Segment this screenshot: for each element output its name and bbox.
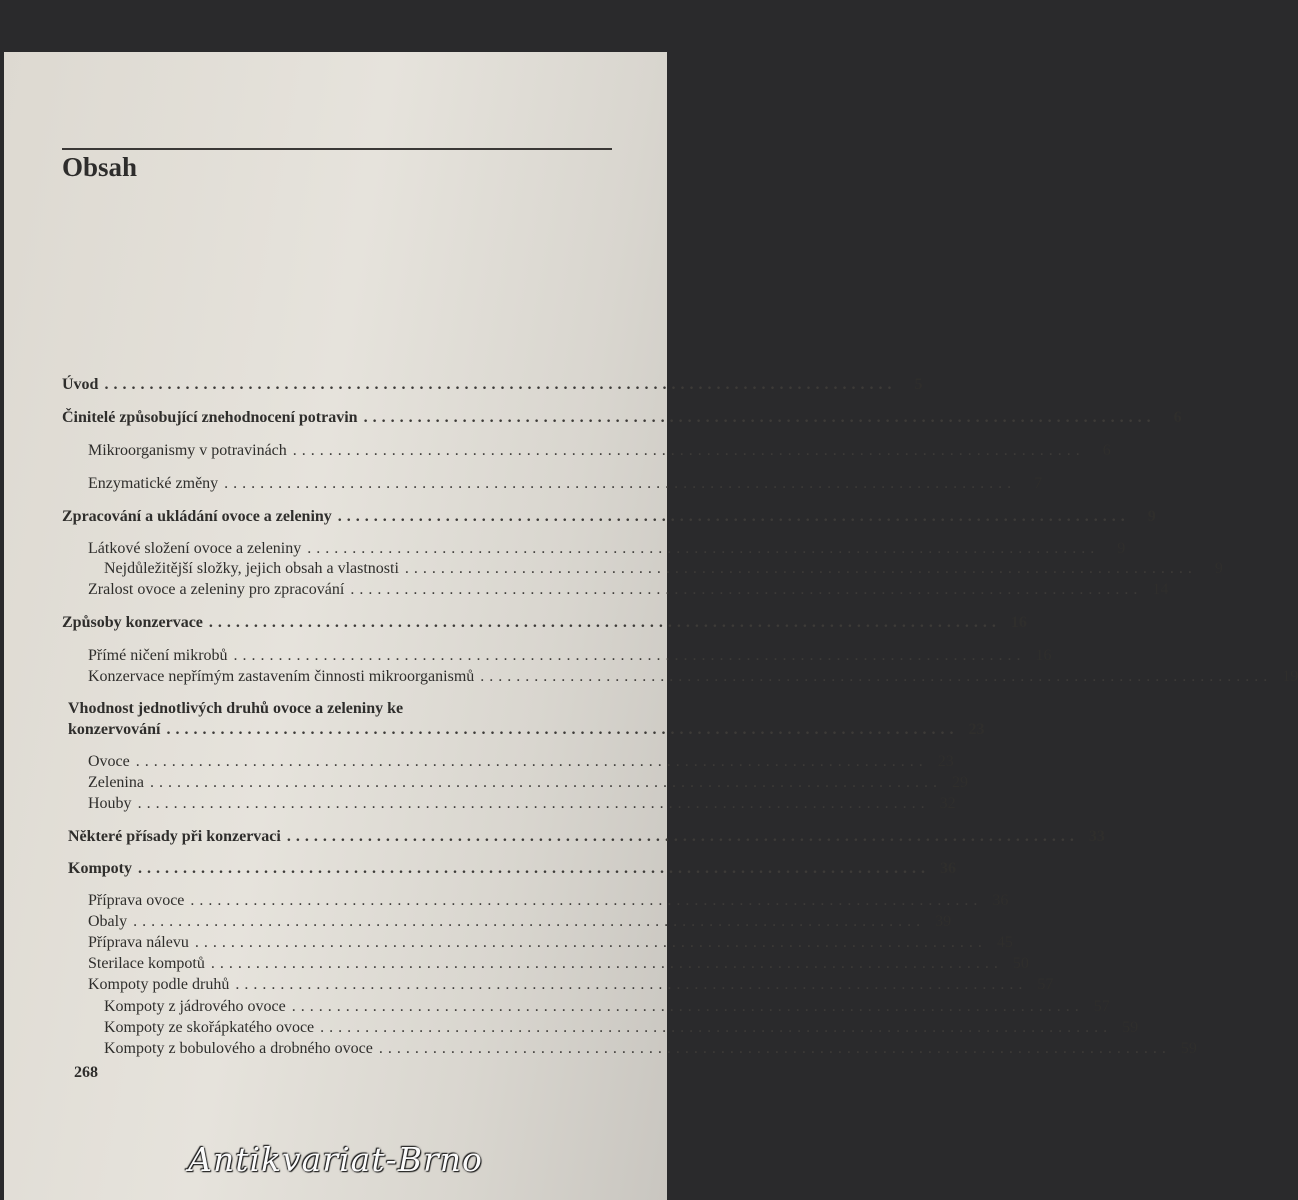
dot-leader: ........................................................................................	[224, 475, 1017, 492]
dot-leader: ........................................................................................	[292, 442, 1085, 459]
toc-entry-label: Ovoce	[88, 753, 130, 770]
toc-entry	[104, 558, 1223, 578]
toc-entry-label: Příprava ovoce	[88, 892, 185, 909]
toc-entry-label: Zralost ovoce a zeleniny pro zpracování	[88, 581, 345, 598]
dot-leader: ........................................................................................	[133, 913, 926, 930]
toc-entry-page: 9	[1117, 540, 1126, 557]
toc-entry-page: 16	[1010, 614, 1027, 631]
toc-entry	[88, 538, 1126, 558]
toc-entry-page: 14	[1152, 581, 1169, 598]
watermark: Antikvariat-Brno	[188, 1140, 483, 1179]
toc-entry-page: 36	[992, 892, 1009, 909]
toc-entry-label: Kompoty	[68, 860, 132, 877]
toc-entry-page: 6	[1173, 409, 1182, 426]
dot-leader: ........................................................................................	[291, 998, 1084, 1015]
toc-entry-page: 6	[1102, 442, 1111, 459]
dot-leader: ........................................................................................	[194, 934, 987, 951]
dot-leader: ........................................................................................	[104, 376, 897, 393]
toc-entry	[88, 645, 1052, 665]
toc-entry	[88, 953, 1029, 973]
toc-entry-label: Zelenina	[88, 774, 144, 791]
toc-entry-page: 59	[1122, 1019, 1139, 1036]
toc-entry-label: Úvod	[62, 376, 99, 393]
toc-entry-page: 7	[1034, 475, 1043, 492]
toc-entry-page: 16	[1035, 647, 1052, 664]
dot-leader: ........................................................................................	[210, 955, 1003, 972]
toc-entry-label: konzervování	[68, 721, 161, 738]
toc-entry-page: 9	[1147, 508, 1156, 525]
toc-entry	[88, 911, 952, 931]
dot-leader: ........................................................................................	[404, 560, 1197, 577]
dot-leader: ........................................................................................	[138, 860, 930, 877]
toc-entry	[68, 826, 1105, 846]
toc-entry-label: Houby	[88, 795, 132, 812]
toc-entry	[88, 473, 1043, 493]
toc-entry-page: 57	[1037, 976, 1054, 993]
dot-leader: ........................................................................................	[149, 774, 942, 791]
toc-entry	[88, 751, 954, 771]
toc-entry	[62, 374, 923, 394]
dot-leader: ........................................................................................	[190, 892, 983, 909]
toc-entry	[88, 974, 1054, 994]
toc-entry-page: 39	[935, 913, 952, 930]
toc-entry	[62, 612, 1027, 632]
dot-leader: ........................................................................................	[166, 721, 959, 738]
toc-entry	[62, 506, 1156, 526]
toc-entry-page: 45	[996, 934, 1013, 951]
toc-entry-label: Vhodnost jednotlivých druhů ovoce a zeleniny ke	[68, 700, 404, 717]
dot-leader: ........................................................................................	[363, 409, 1156, 426]
toc-entry-label: Činitelé způsobující znehodnocení potravin	[62, 409, 358, 426]
toc-entry-page: 23	[937, 753, 954, 770]
toc-entry-label: Kompoty z jádrového ovoce	[104, 998, 286, 1015]
toc-entry-page: 57	[1093, 998, 1110, 1015]
toc-entry	[88, 579, 1169, 599]
toc-entry-label: Kompoty z bobulového a drobného ovoce	[104, 1040, 373, 1057]
dot-leader: ........................................................................................	[208, 614, 1001, 631]
toc-entry-page: 19	[1282, 668, 1298, 685]
toc-entry-page: 23	[968, 721, 985, 738]
toc-entry-label: Přímé ničení mikrobů	[88, 647, 228, 664]
toc-entry-label: Zpracování a ukládání ovoce a zeleniny	[62, 508, 332, 525]
book-page	[4, 52, 1298, 1200]
dot-leader: ........................................................................................	[320, 1019, 1113, 1036]
toc-entry-label: Sterilace kompotů	[88, 955, 205, 972]
toc-entry	[88, 772, 968, 792]
toc-entry	[104, 1038, 1197, 1058]
toc-entry-page: 33	[1088, 828, 1105, 845]
toc-entry-label: Kompoty podle druhů	[88, 976, 230, 993]
dot-leader: ........................................................................................	[480, 668, 1273, 685]
dot-leader: ........................................................................................	[350, 581, 1143, 598]
toc-entry	[88, 793, 956, 813]
toc-entry-label: Mikroorganismy v potravinách	[88, 442, 287, 459]
toc-entry-page: 5	[914, 376, 923, 393]
page-title: Obsah	[62, 152, 138, 182]
toc-entry	[104, 996, 1110, 1016]
toc-entry-label: Příprava nálevu	[88, 934, 189, 951]
toc-entry-page: 36	[940, 860, 956, 877]
page-number: 268	[74, 1064, 98, 1081]
toc-entry-label: Konzervace nepřímým zastavením činnosti mikroorganismů	[88, 668, 475, 685]
toc-entry	[68, 858, 956, 878]
toc-entry-page: 32	[939, 795, 956, 812]
toc-entry	[88, 932, 1013, 952]
toc-entry-label: Obaly	[88, 913, 128, 930]
toc-entry	[88, 890, 1009, 910]
dot-leader: ........................................................................................	[137, 795, 930, 812]
toc-entry-page: 59	[1180, 1040, 1197, 1057]
title-rule	[62, 148, 612, 150]
toc-entry-label: Nejdůležitější složky, jejich obsah a vlastnosti	[104, 560, 399, 577]
dot-leader: ........................................................................................	[307, 540, 1100, 557]
dot-leader: ........................................................................................	[337, 508, 1130, 525]
toc-entry	[88, 666, 1298, 686]
toc-entry	[88, 440, 1111, 460]
toc-entry-label: Některé přísady při konzervaci	[68, 828, 281, 845]
toc-entry-page: 29	[951, 774, 968, 791]
dot-leader: ........................................................................................	[235, 976, 1028, 993]
toc-entry	[62, 407, 1182, 427]
dot-leader: ........................................................................................	[233, 647, 1026, 664]
toc-entry	[68, 719, 985, 739]
toc-entry-label: Kompoty ze skořápkatého ovoce	[104, 1019, 315, 1036]
toc-entry	[68, 698, 608, 718]
toc-entry-label: Způsoby konzervace	[62, 614, 203, 631]
toc-entry-label: Látkové složení ovoce a zeleniny	[88, 540, 302, 557]
toc-entry-page: 9	[1214, 560, 1223, 577]
toc-entry-label: Enzymatické změny	[88, 475, 219, 492]
toc-entry-page: 50	[1012, 955, 1029, 972]
dot-leader: ........................................................................................	[286, 828, 1079, 845]
toc-entry	[104, 1017, 1139, 1037]
dot-leader: ........................................................................................	[135, 753, 928, 770]
dot-leader: ........................................................................................	[378, 1040, 1171, 1057]
